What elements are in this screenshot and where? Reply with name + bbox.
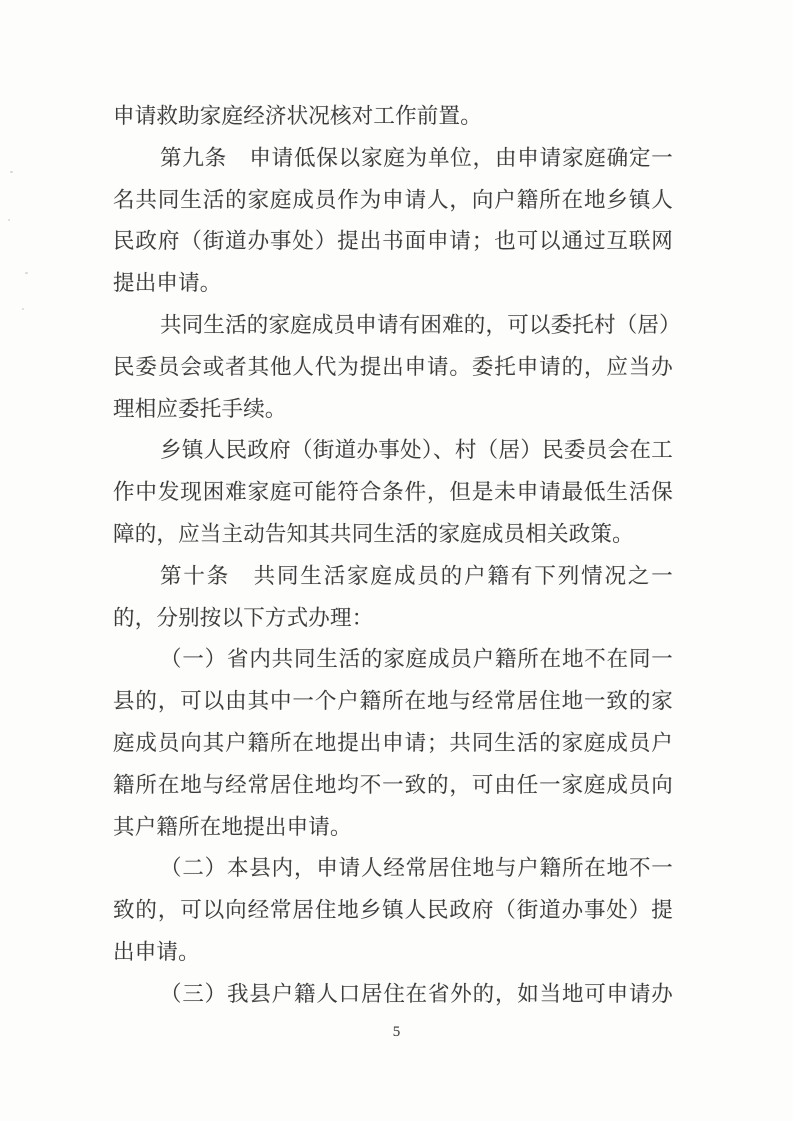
scan-speckle [8, 219, 10, 221]
text-line-item-1: （一）省内共同生活的家庭成员户籍所在地不在同一 [160, 647, 673, 672]
text-line: 致的，可以向经常居住地乡镇人民政府（街道办事处）提 [113, 898, 673, 923]
page-number: 5 [392, 1024, 401, 1040]
text-line: 障的，应当主动告知其共同生活的家庭成员相关政策。 [113, 521, 634, 546]
scan-speckle [25, 272, 28, 274]
text-line: 庭成员向其户籍所在地提出申请；共同生活的家庭成员户 [113, 730, 673, 755]
text-line-item-3: （三）我县户籍人口居住在省外的，如当地可申请办 [160, 981, 673, 1006]
scan-speckle [22, 308, 24, 310]
text-line: 提出申请。 [113, 271, 222, 296]
text-line: 申请救助家庭经济状况核对工作前置。 [113, 104, 482, 128]
scan-speckle [10, 171, 13, 173]
text-line: 作中发现困难家庭可能符合条件，但是未申请最低生活保 [113, 480, 673, 505]
text-line: 理相应委托手续。 [113, 396, 287, 421]
text-line: 民委员会或者其他人代为提出申请。委托申请的，应当办 [113, 354, 673, 379]
text-line: 乡镇人民政府（街道办事处）、村（居）民委员会在工 [160, 438, 673, 463]
text-line-article-10: 第十条 共同生活家庭成员的户籍有下列情况之一 [160, 563, 673, 588]
text-line: 籍所在地与经常居住地均不一致的，可由任一家庭成员向 [113, 772, 673, 797]
text-line: 民政府（街道办事处）提出书面申请；也可以通过互联网 [113, 229, 673, 254]
document-body [113, 96, 681, 1016]
text-line: 的，分别按以下方式办理： [113, 605, 374, 630]
text-line: 其户籍所在地提出申请。 [113, 814, 352, 839]
text-line: 出申请。 [113, 939, 200, 964]
text-line-article-9: 第九条 申请低保以家庭为单位，由申请家庭确定一 [160, 145, 673, 170]
text-line-item-2: （二）本县内，申请人经常居住地与户籍所在地不一 [160, 856, 673, 881]
text-line: 县的，可以由其中一个户籍所在地与经常居住地一致的家 [113, 689, 673, 714]
text-line: 名共同生活的家庭成员作为申请人，向户籍所在地乡镇人 [113, 187, 673, 212]
text-line: 共同生活的家庭成员申请有困难的，可以委托村（居） [160, 312, 681, 337]
